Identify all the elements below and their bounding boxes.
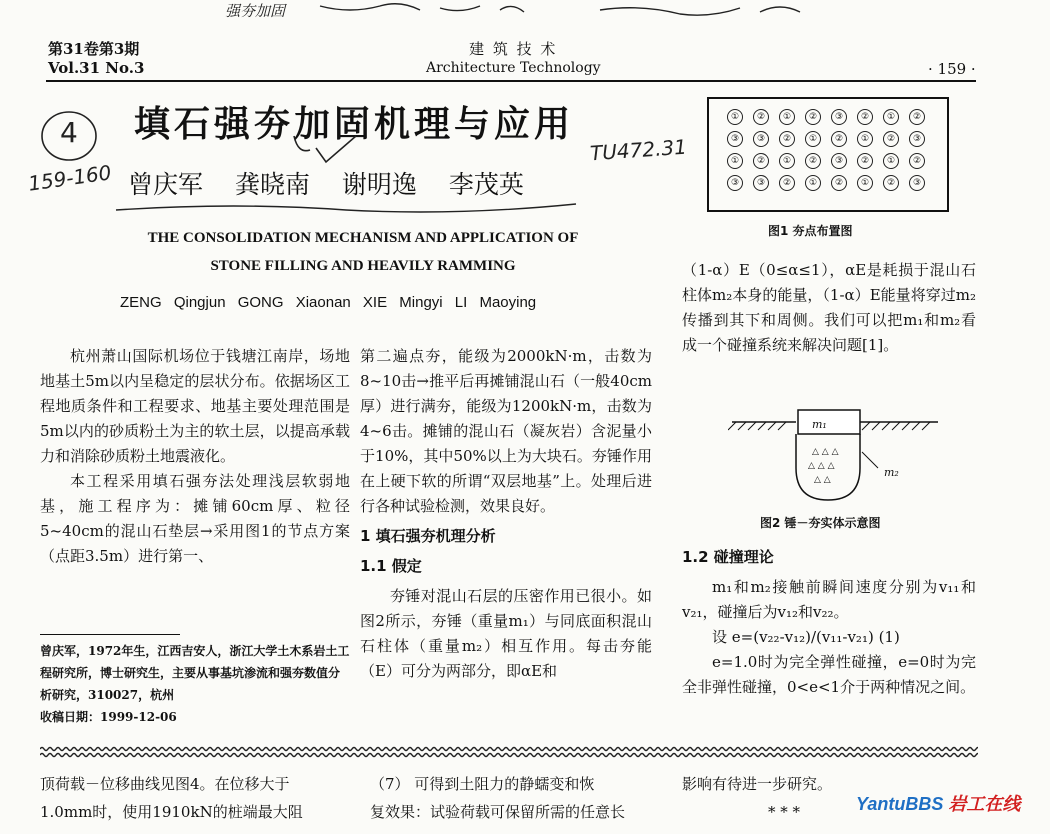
watermark-cn: 岩工在线 xyxy=(948,794,1021,814)
class-code-note: TU472.31 xyxy=(589,134,688,166)
svg-text:△ △: △ △ xyxy=(814,475,831,485)
bottom-col2-line2: 复效果：试验荷载可保留所需的任意长 xyxy=(370,803,626,821)
author-bio: 曾庆军，1972年生，江西吉安人，浙江大学土木系岩土工程研究所，博士研究生，主要从事基坑渗流和强夯数值分析研究，310027，杭州 xyxy=(40,644,350,702)
watermark-latin: YantuBBS xyxy=(856,794,944,814)
top-scribble-strokes xyxy=(300,0,820,22)
volume-en: Vol.31 No.3 xyxy=(48,59,145,77)
section-1-heading: 1 填石强夯机理分析 xyxy=(360,527,496,545)
ramming-point: ③ xyxy=(831,153,847,169)
ramming-point: ③ xyxy=(727,175,743,191)
ramming-point: ③ xyxy=(753,175,769,191)
ramming-point: ② xyxy=(831,131,847,147)
english-title-line2: STONE FILLING AND HEAVILY RAMMING xyxy=(210,258,516,274)
ramming-point: ② xyxy=(909,153,925,169)
ramming-point: ② xyxy=(883,131,899,147)
bottom-col1-line1: 顶荷载－位移曲线见图4。在位移大于 xyxy=(40,775,290,793)
bottom-col2-line1: （7） 可得到土阻力的静蠕变和恢 xyxy=(370,775,595,793)
figure-2-caption: 图2 锤－夯实体示意图 xyxy=(760,516,881,530)
bottom-col-2 xyxy=(370,770,660,826)
col3-paragraph-3: e=1.0时为完全弹性碰撞，e=0时为完全非弹性碰撞，0<e<1介于两种情况之间。 xyxy=(682,653,976,696)
ramming-point: ① xyxy=(857,175,873,191)
svg-text:△ △ △: △ △ △ xyxy=(812,447,839,457)
journal-en: Architecture Technology xyxy=(426,60,601,76)
ramming-point: ② xyxy=(831,175,847,191)
page-range-note: 159-160 xyxy=(26,160,113,196)
figure-2-hammer-diagram xyxy=(728,402,948,512)
ramming-point: ② xyxy=(909,109,925,125)
ramming-point: ② xyxy=(753,153,769,169)
ramming-point: ① xyxy=(805,175,821,191)
ramming-point: ③ xyxy=(909,131,925,147)
journal-name xyxy=(426,40,601,78)
article-authors: 曾庆军 龚晓南 谢明逸 李茂英 xyxy=(128,170,524,199)
ramming-point: ② xyxy=(805,109,821,125)
col2-paragraph-2: 夯锤对混山石层的压密作用已很小。如图2所示，夯锤（重量m₁）与同底面积混山石柱体（重量m₂）相互作用。每击夯能（E）可分为两部分，即αE和 xyxy=(360,587,652,680)
header-rule xyxy=(46,80,976,82)
volume-info xyxy=(48,40,144,78)
col2-paragraph-1: 第二遍点夯，能级为2000kN·m，击数为8~10击→推平后再摊铺混山石（一般40cm厚）进行满夯，能级为1200kN·m，击数为4~6击。摊铺的混山石（凝灰岩）含泥量小于10%，其中50%以上为大块石。夯锤作用在上硬下软的所谓“双层地基”上。处理后进行各种试验检测，效果良好。 xyxy=(360,347,652,515)
top-scribble: 强夯加固 xyxy=(225,2,286,20)
watermark xyxy=(856,790,1020,816)
ramming-point: ③ xyxy=(831,109,847,125)
column-1 xyxy=(40,344,350,569)
ramming-point: ② xyxy=(805,153,821,169)
ramming-point: ② xyxy=(883,175,899,191)
page-break-wavy xyxy=(40,746,978,758)
column-2 xyxy=(360,344,652,684)
footnote-rule xyxy=(40,634,180,635)
ramming-point: ① xyxy=(883,153,899,169)
circle-number: 4 xyxy=(60,116,78,149)
col3-paragraph-2: m₁和m₂接触前瞬间速度分别为v₁₁和v₂₁，碰撞后为v₁₂和v₂₂。 xyxy=(682,578,976,621)
section-1-1-heading: 1.1 假定 xyxy=(360,557,422,575)
english-title xyxy=(70,224,656,280)
bottom-col-1 xyxy=(40,770,340,826)
ramming-point: ③ xyxy=(909,175,925,191)
english-title-line1: THE CONSOLIDATION MECHANISM AND APPLICATION OF xyxy=(147,230,579,246)
ramming-point: ② xyxy=(753,109,769,125)
journal-cn: 建 筑 技 术 xyxy=(469,40,558,58)
ramming-point: ② xyxy=(779,131,795,147)
equation-1: 设 e=(v₂₂-v₁₂)/(v₁₁-v₂₁) (1) xyxy=(712,628,900,646)
footnote xyxy=(40,640,350,728)
article-title: 填石强夯加固机理与应用 xyxy=(134,103,575,145)
ramming-point: ② xyxy=(779,175,795,191)
ramming-point: ② xyxy=(857,109,873,125)
ramming-point: ① xyxy=(727,109,743,125)
ramming-point: ① xyxy=(727,153,743,169)
bottom-col3-line1: 影响有待进一步研究。 xyxy=(682,775,833,793)
fig2-label-m1: m₁ xyxy=(812,418,827,431)
col1-paragraph-2: 本工程采用填石强夯法处理浅层软弱地基，施工程序为：摊铺60cm厚、粒径5~40cm的混山石垫层→采用图1的节点方案（点距3.5m）进行第一、 xyxy=(40,472,350,565)
ramming-point: ③ xyxy=(753,131,769,147)
title-checkmark xyxy=(290,132,390,168)
section-1-2-heading: 1.2 碰撞理论 xyxy=(682,548,774,566)
ramming-point: ① xyxy=(779,153,795,169)
ramming-point: ③ xyxy=(727,131,743,147)
volume-cn: 第31卷第3期 xyxy=(48,40,140,58)
figure-1-ramming-layout xyxy=(707,97,949,212)
column-3-top xyxy=(682,258,976,358)
figure-1-caption: 图1 夯点布置图 xyxy=(768,224,853,238)
col1-paragraph-1: 杭州萧山国际机场位于钱塘江南岸，场地地基土5m以内呈稳定的层状分布。依据场区工程地质条件和工程要求、地基主要处理范围是5m以内的砂质粉土为主的软土层，以提高承载力和消除砂质粉土地震液化。 xyxy=(40,347,350,465)
ramming-point: ① xyxy=(857,131,873,147)
col3-paragraph-1: （1-α）E（0≤α≤1），αE是耗损于混山石柱体m₂本身的能量，（1-α）E能量将穿过m₂传播到其下和周侧。我们可以把m₁和m₂看成一个碰撞系统来解决问题[1]。 xyxy=(682,261,976,354)
svg-text:△ △ △: △ △ △ xyxy=(808,461,835,471)
ramming-point-grid xyxy=(727,109,935,197)
section-end-stars: * * * xyxy=(768,803,801,821)
ramming-point: ① xyxy=(883,109,899,125)
authors-underline xyxy=(110,196,580,216)
received-date: 收稿日期：1999-12-06 xyxy=(40,710,177,724)
bottom-col1-line2: 1.0mm时，使用1910kN的桩端最大阻 xyxy=(40,803,303,821)
hammer-m1 xyxy=(798,410,860,434)
fig2-label-m2: m₂ xyxy=(884,466,899,479)
ramming-point: ① xyxy=(779,109,795,125)
column-3-bottom xyxy=(682,540,976,700)
english-authors: ZENG Qingjun GONG Xiaonan XIE Mingyi LI Maoying xyxy=(120,294,537,311)
ramming-point: ② xyxy=(857,153,873,169)
page-number: · 159 · xyxy=(928,60,976,78)
ramming-point: ① xyxy=(805,131,821,147)
